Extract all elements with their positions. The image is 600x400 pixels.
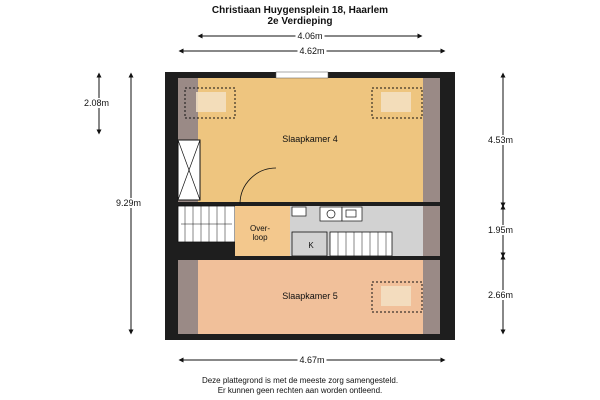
dim-top-inner: 4.06m [297,31,323,41]
room-label-overloop [240,224,280,242]
dim-right-middle: 1.95m [488,225,514,235]
room-label-k: K [308,241,314,250]
dim-top-outer: 4.62m [299,46,325,56]
room-label-slaapkamer-5: Slaapkamer 5 [282,291,338,301]
sink-icon [292,207,306,216]
room-label-slaapkamer-4: Slaapkamer 4 [282,134,338,144]
wardrobe-left [178,140,200,200]
overloop-line1: Over- [250,224,270,233]
inner-wall-bottom [178,256,440,260]
window-top [276,72,328,78]
dim-right-bottom: 2.66m [488,290,514,300]
dim-right-top: 4.53m [488,135,514,145]
dryer-icon [342,207,362,221]
roof-slope-mid-right [423,206,440,256]
dim-left-total: 9.29m [116,198,142,208]
address-title: Christiaan Huygensplein 18, Haarlem [211,5,389,16]
roof-slope-bottom-right [423,260,440,334]
roof-slope-right [423,78,440,204]
staircase-right [330,232,392,256]
disclaimer-line1: Deze plattegrond is met de meeste zorg samengesteld. [201,376,399,385]
floor-title: 2e Verdieping [267,16,333,27]
staircase-left [178,206,235,242]
washer-icon [320,207,342,221]
overloop-line2: loop [252,233,268,242]
roof-slope-bottom-left [178,260,198,334]
dim-left-small: 2.08m [84,98,110,108]
disclaimer-line2: Er kunnen geen rechten aan worden ontleend. [217,386,383,395]
inner-wall-top [178,202,440,206]
dim-bottom: 4.67m [299,355,325,365]
